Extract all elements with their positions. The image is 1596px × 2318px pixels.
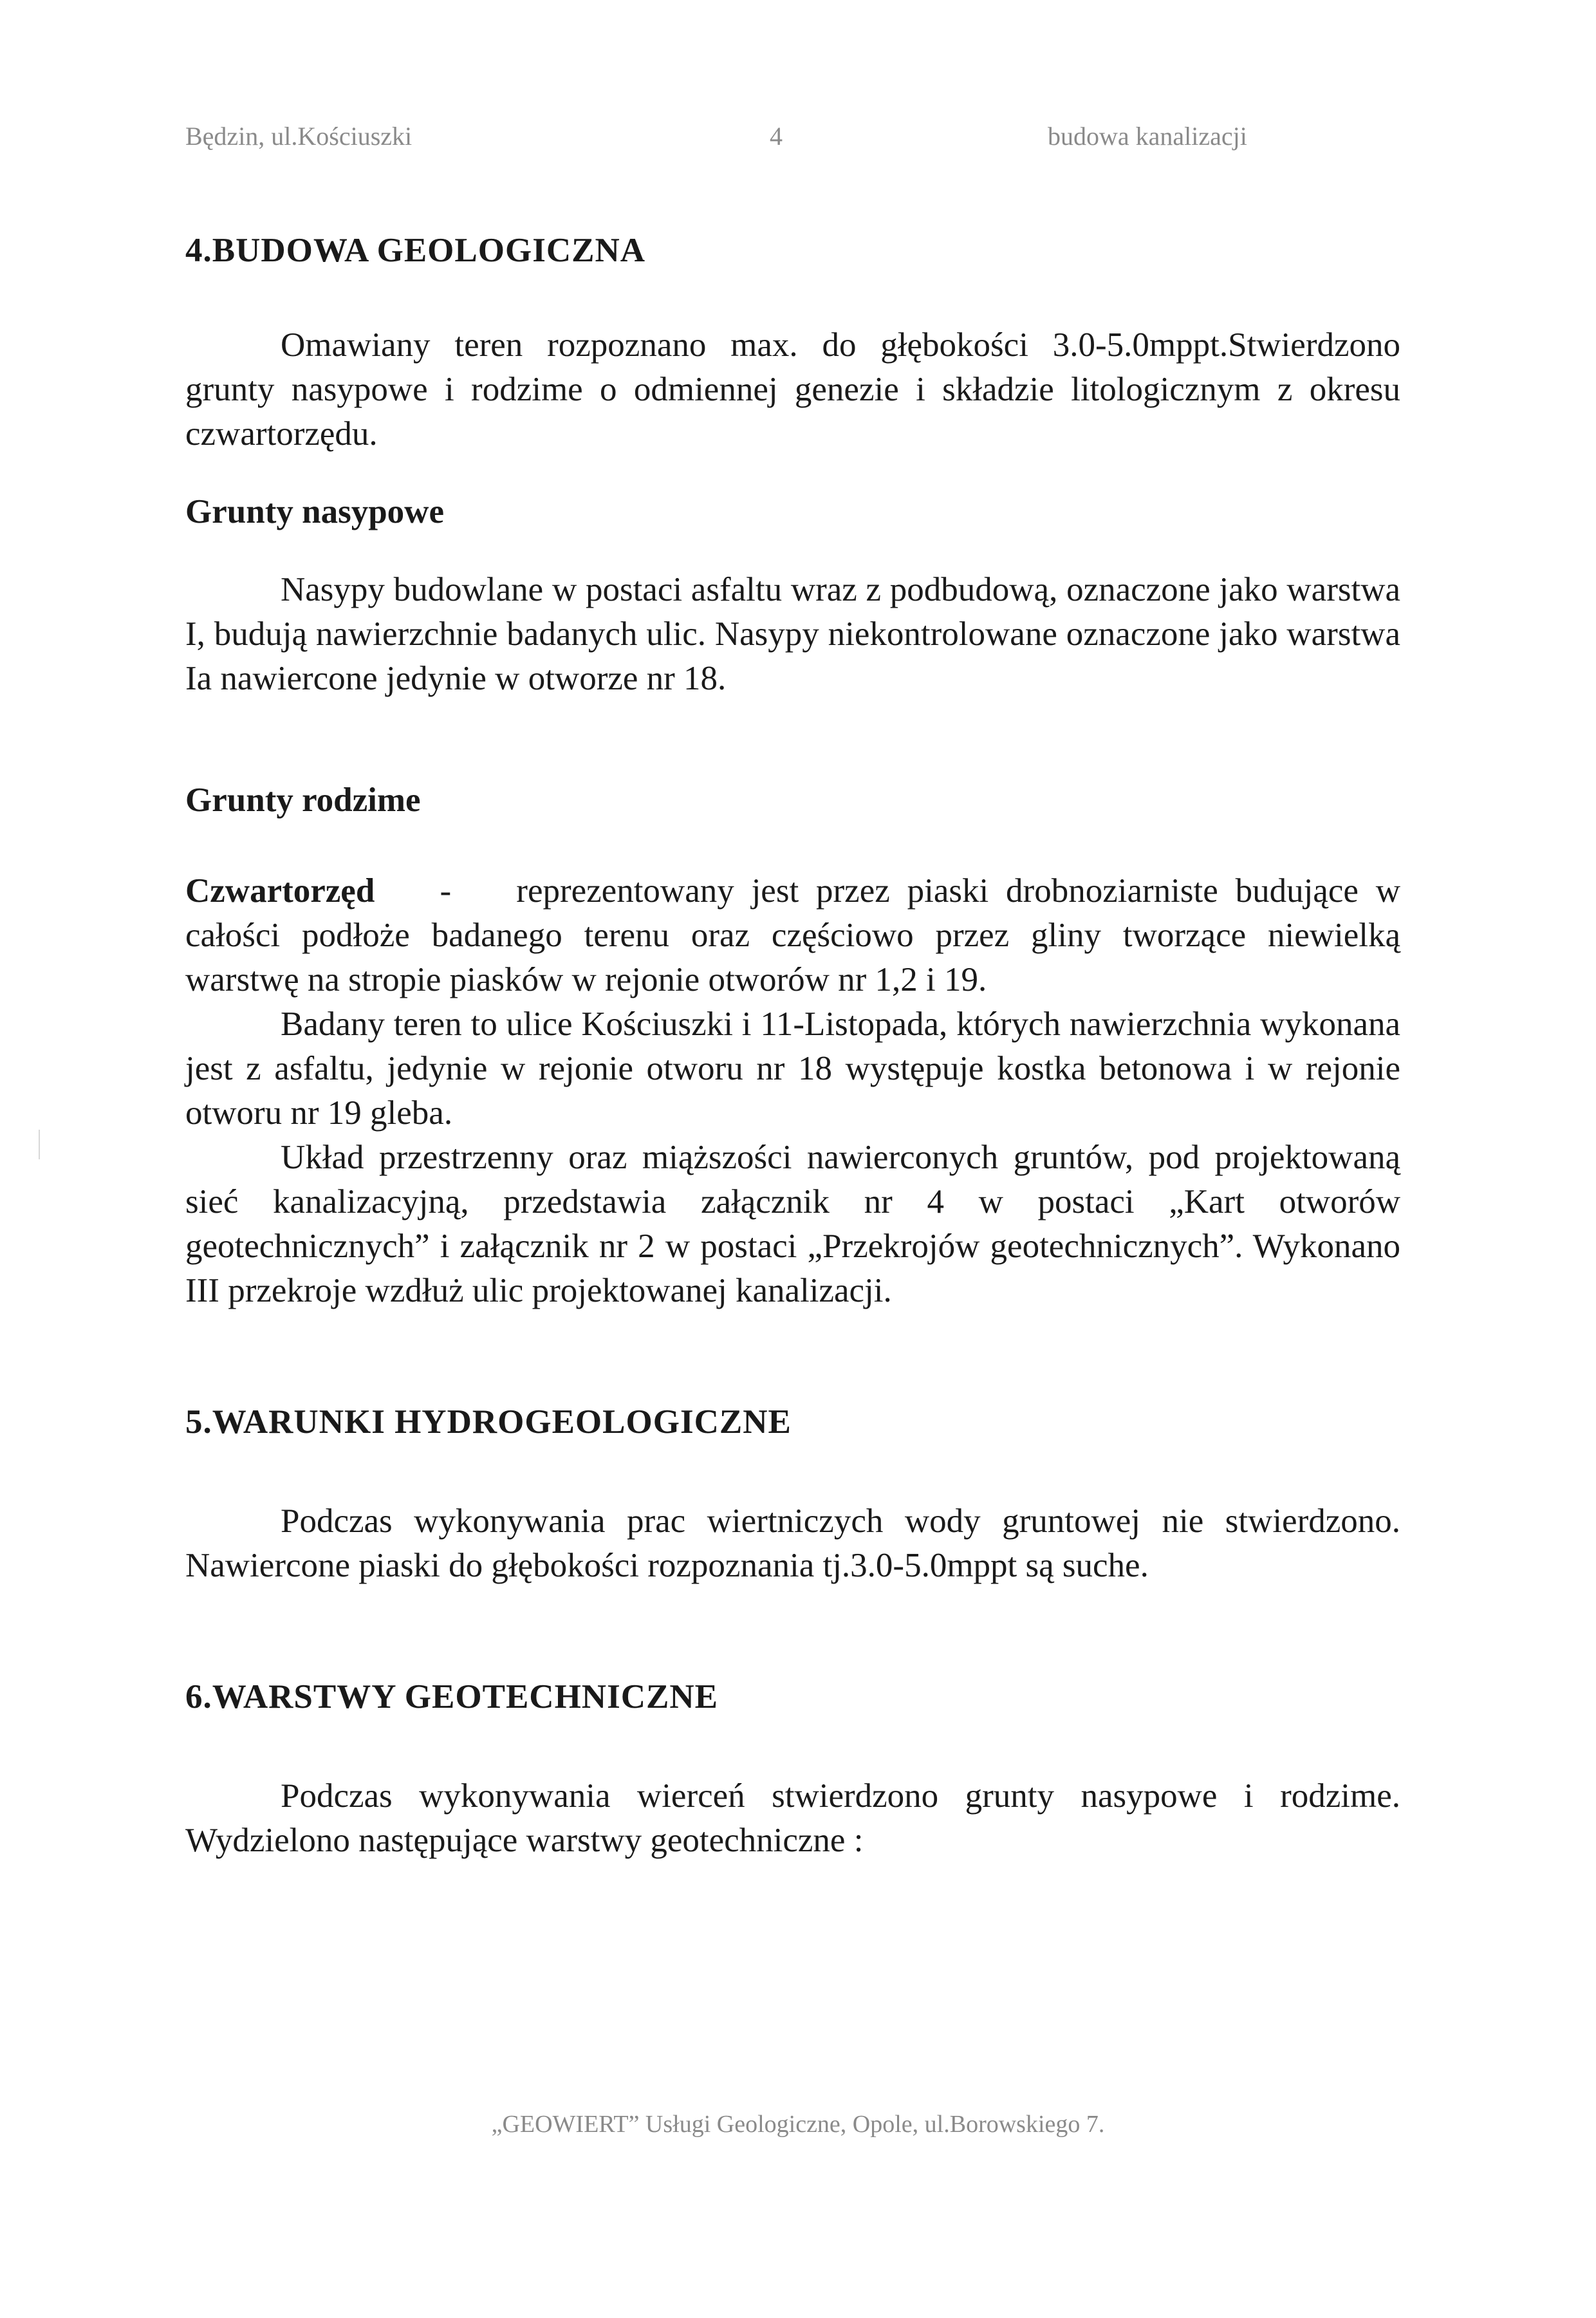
document-body <box>185 229 1400 1863</box>
page-footer: „GEOWIERT” Usługi Geologiczne, Opole, ul.Borowskiego 7. <box>491 2111 1105 2138</box>
page-number: 4 <box>770 122 783 151</box>
rodzime-paragraph-2: Badany teren to ulice Kościuszki i 11-Listopada, których nawierzchnia wykonana jest z asfaltu, jedynie w rejonie otworu nr 18 występuje kostka betonowa i w rejonie otworu nr 19 gleba. <box>185 1005 1400 1132</box>
section-4-intro: Omawiany teren rozpoznano max. do głębokości 3.0-5.0mppt.Stwierdzono grunty nasypowe i rodzime o odmiennej genezie i składzie litologicznym z okresu czwartorzędu. <box>185 326 1400 453</box>
margin-mark <box>39 1130 40 1159</box>
czwartorzed-term: Czwartorzęd <box>185 872 375 910</box>
czwartorzed-text: reprezentowany jest przez piaski drobnoziarniste budujące w całości podłoże badanego terenu oraz częściowo przez gliny tworzące niewielką warstwę na stropie piasków w rejonie otworów nr 1,2 i 19. <box>185 872 1400 998</box>
rodzime-paragraph-3: Układ przestrzenny oraz miąższości nawierconych gruntów, pod projektowaną sieć kanalizacyjną, przedstawia załącznik nr 4 w postaci „Kart otworów geotechnicznych” i załącznik nr 2 w postaci „Przekrojów geotechnicznych”. Wykonano III przekroje wzdłuż ulic projektowanej kanalizacji. <box>185 1139 1400 1309</box>
czwartorzed-dash: - <box>440 872 452 910</box>
section-5-title: 5.WARUNKI HYDROGEOLOGICZNE <box>185 1403 792 1441</box>
header-location: Będzin, ul.Kościuszki <box>185 122 413 151</box>
subsection-nasypowe-text: Nasypy budowlane w postaci asfaltu wraz z podbudową, oznaczone jako warstwa I, budują nawierzchnie badanych ulic. Nasypy niekontrolowane oznaczone jako warstwa Ia nawiercone jedynie w otworze nr 18. <box>185 571 1400 697</box>
page-header <box>0 121 1596 160</box>
section-5-text: Podczas wykonywania prac wiertniczych wody gruntowej nie stwierdzono. Nawiercone piaski do głębokości rozpoznania tj.3.0-5.0mppt są suche. <box>185 1502 1400 1584</box>
header-project: budowa kanalizacji <box>1048 122 1247 151</box>
section-4-title: 4.BUDOWA GEOLOGICZNA <box>185 232 646 269</box>
subsection-nasypowe-title: Grunty nasypowe <box>185 493 444 530</box>
czwartorzed-paragraph <box>185 869 1400 1002</box>
section-6-title: 6.WARSTWY GEOTECHNICZNE <box>185 1678 718 1715</box>
section-6-text: Podczas wykonywania wierceń stwierdzono grunty nasypowe i rodzime. Wydzielono następujące warstwy geotechniczne : <box>185 1777 1400 1859</box>
subsection-rodzime-title: Grunty rodzime <box>185 781 421 819</box>
